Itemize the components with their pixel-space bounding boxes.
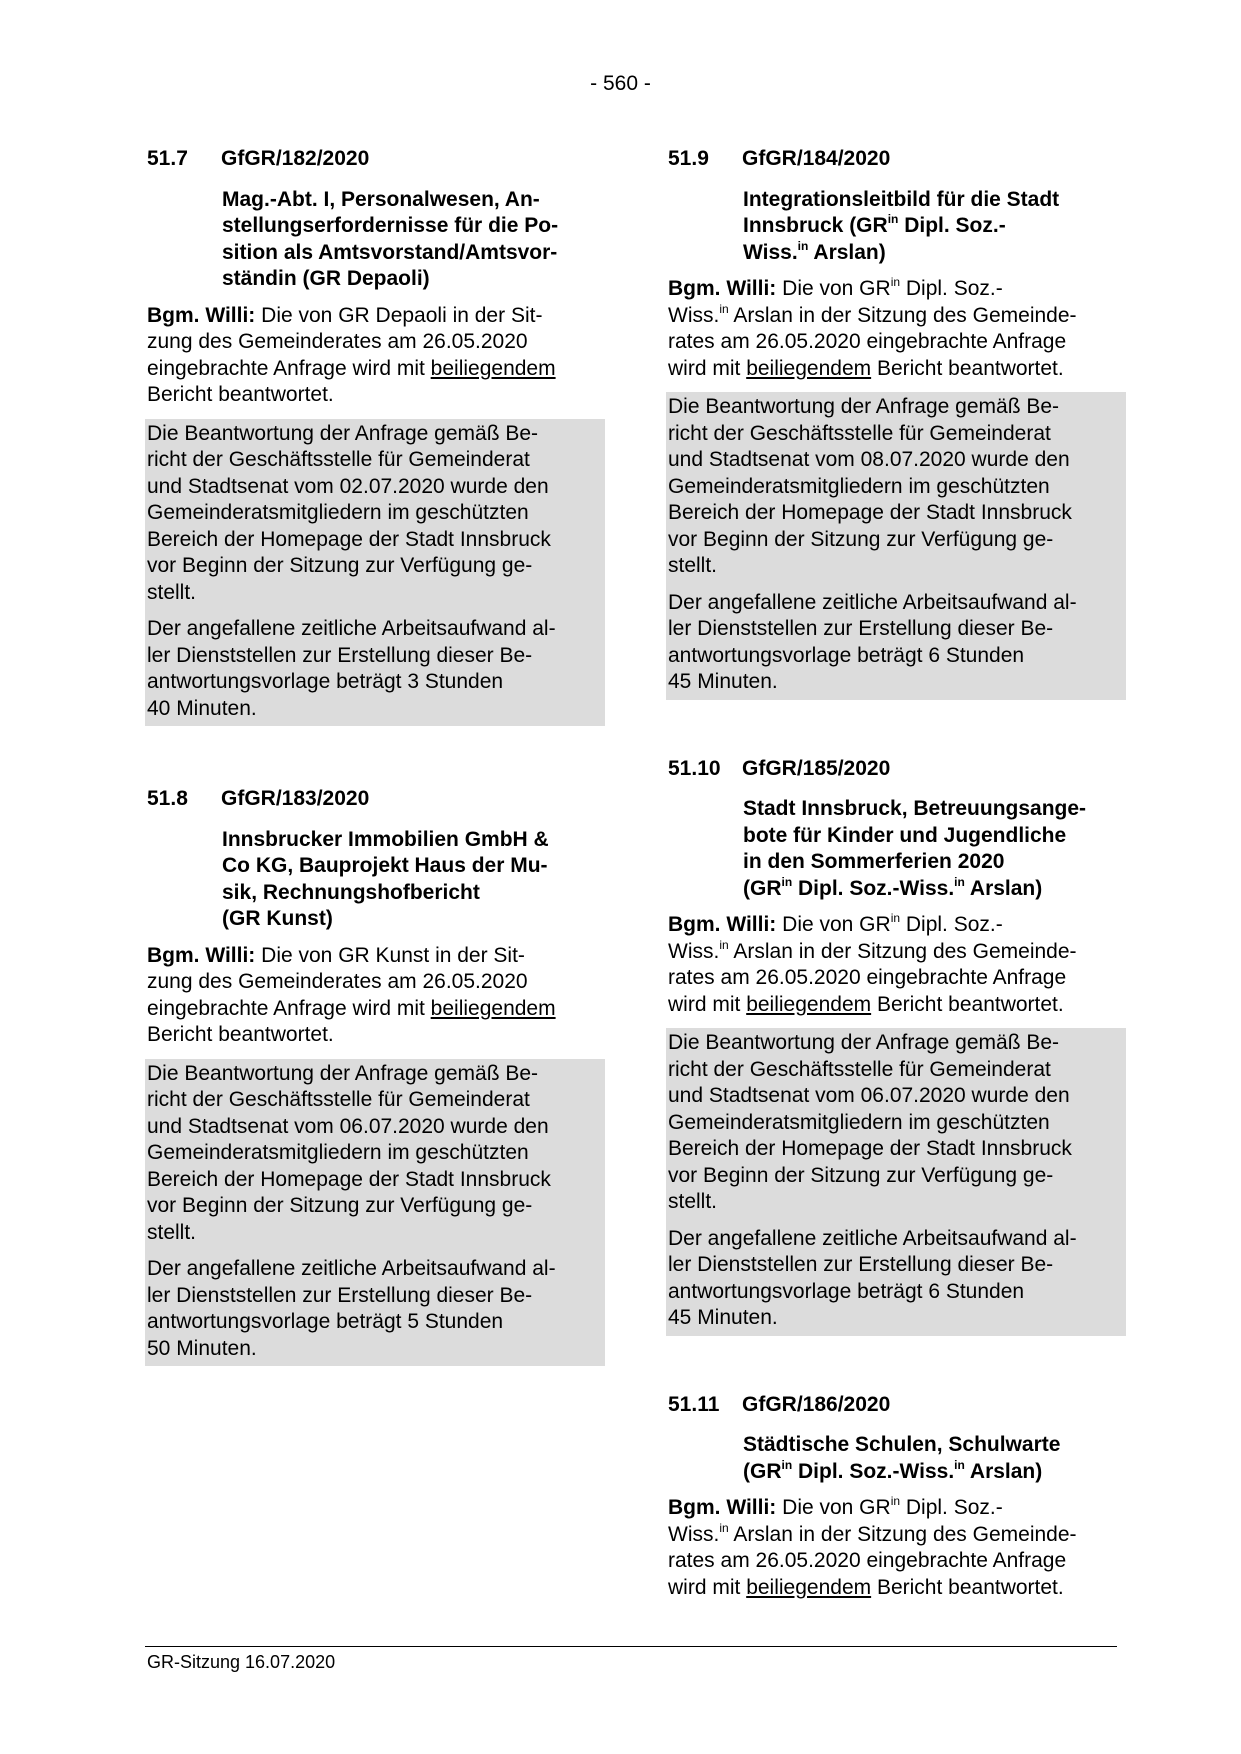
info-line: Bereich der Homepage der Stadt Innsbruck [147, 527, 551, 551]
body-line [147, 303, 605, 330]
body-line [668, 1495, 1126, 1522]
body-text: eingebrachte Anfrage wird mit [147, 356, 425, 380]
right-column [666, 146, 1126, 1611]
body-text: wird mit [668, 1575, 741, 1599]
body-text: Bericht beantwortet. [871, 356, 1064, 380]
footer-text: GR-Sitzung 16.07.2020 [147, 1652, 336, 1672]
body-line [668, 1522, 1126, 1549]
info-line: und Stadtsenat vom 02.07.2020 wurde den [147, 474, 549, 498]
effort-paragraph [668, 1226, 1122, 1332]
underlined-word: beiliegendem [746, 356, 872, 380]
title-line: Stadt Innsbruck, Betreuungsange- [743, 797, 1087, 820]
info-line: Bereich der Homepage der Stadt Innsbruck [668, 501, 1072, 524]
item-number: 51.9 [668, 147, 709, 170]
body-text: Wiss. [668, 939, 720, 963]
effort-line: Der angefallene zeitliche Arbeitsaufwand al- [668, 1226, 1077, 1250]
agenda-item-51-9 [666, 146, 1126, 700]
superscript: in [797, 238, 809, 253]
item-reference: GfGR/185/2020 [742, 756, 891, 780]
body-line: zung des Gemeinderates am 26.05.2020 [147, 330, 528, 353]
superscript: in [890, 275, 901, 289]
item-reference: GfGR/184/2020 [742, 147, 891, 170]
superscript: in [890, 911, 901, 925]
info-box [666, 1028, 1126, 1336]
effort-paragraph [668, 590, 1122, 696]
title-text: Arslan) [964, 1459, 1043, 1483]
item-heading [668, 1392, 1126, 1419]
answer-paragraph [668, 276, 1126, 382]
body-line [147, 356, 605, 383]
item-heading [147, 146, 605, 173]
title-line: Co KG, Bauprojekt Haus der Mu- [222, 854, 548, 877]
left-column [145, 146, 605, 1366]
title-line: stellungserfordernisse für die Po- [222, 214, 559, 237]
title-text: Wiss. [743, 240, 798, 264]
info-line: und Stadtsenat vom 08.07.2020 wurde den [668, 448, 1070, 471]
title-text: (GR [743, 1459, 782, 1483]
effort-line: antwortungsvorlage beträgt 3 Stunden [147, 670, 504, 693]
underlined-word: beiliegendem [430, 356, 556, 380]
info-line: vor Beginn der Sitzung zur Verfügung ge- [147, 554, 533, 577]
superscript: in [719, 301, 729, 316]
info-line: stellt. [668, 554, 718, 577]
body-text: eingebrachte Anfrage wird mit [147, 996, 425, 1020]
body-text: Wiss. [668, 1522, 720, 1546]
info-line: stellt. [668, 1190, 718, 1213]
effort-line: Der angefallene zeitliche Arbeitsaufwand al- [147, 617, 556, 640]
info-line: stellt. [147, 580, 197, 604]
body-line: Bericht beantwortet. [147, 383, 334, 406]
speaker-label: Bgm. Willi: [668, 1496, 777, 1519]
answer-paragraph [668, 1495, 1126, 1601]
info-line: Die Beantwortung der Anfrage gemäß Be- [147, 1061, 539, 1085]
effort-line: 50 Minuten. [147, 1336, 257, 1360]
body-text: Dipl. Soz.- [900, 277, 1003, 300]
superscript: in [719, 937, 729, 952]
info-line: Bereich der Homepage der Stadt Innsbruck [147, 1167, 551, 1191]
body-text: Die von GR [776, 1496, 891, 1519]
underlined-word: beiliegendem [430, 996, 556, 1020]
item-reference: GfGR/186/2020 [742, 1392, 891, 1416]
title-line: sition als Amtsvorstand/Amtsvor- [222, 240, 558, 264]
superscript: in [887, 212, 899, 226]
body-line: zung des Gemeinderates am 26.05.2020 [147, 970, 528, 993]
agenda-item-51-11 [666, 1392, 1126, 1602]
info-line: Gemeinderatsmitgliedern im geschützten [668, 1110, 1050, 1134]
agenda-item-51-10 [666, 756, 1126, 1336]
title-line: in den Sommerferien 2020 [743, 850, 1005, 873]
body-line [668, 1575, 1126, 1602]
page-number: - 560 - [590, 72, 651, 95]
title-text: Dipl. Soz.-Wiss. [792, 876, 955, 900]
info-line: und Stadtsenat vom 06.07.2020 wurde den [668, 1084, 1070, 1107]
info-line: Gemeinderatsmitgliedern im geschützten [147, 501, 529, 524]
item-number: 51.11 [668, 1392, 720, 1416]
item-reference: GfGR/183/2020 [221, 787, 370, 810]
body-text: Arslan in der Sitzung des Gemeinde- [728, 303, 1077, 327]
answer-paragraph [147, 303, 605, 409]
title-line: Innsbrucker Immobilien GmbH & [222, 827, 549, 851]
body-text: Die von GR [776, 277, 891, 300]
effort-line: Der angefallene zeitliche Arbeitsaufwand al- [668, 590, 1077, 614]
effort-line: 40 Minuten. [147, 696, 257, 720]
body-line [147, 943, 605, 970]
item-title [743, 187, 1126, 267]
effort-paragraph [147, 1256, 601, 1362]
info-line: richt der Geschäftsstelle für Gemeinderat [147, 448, 530, 471]
effort-line: ler Dienststellen zur Erstellung dieser Be- [147, 1283, 533, 1307]
title-text: (GR [743, 876, 782, 900]
title-line: Integrationsleitbild für die Stadt [743, 187, 1060, 211]
title-text: Arslan) [808, 240, 886, 264]
effort-line: Der angefallene zeitliche Arbeitsaufwand al- [147, 1257, 556, 1280]
info-paragraph [147, 421, 601, 607]
item-reference: GfGR/182/2020 [221, 147, 370, 170]
body-text: Die von GR Kunst in der Sit- [261, 943, 525, 967]
info-line: vor Beginn der Sitzung zur Verfügung ge- [668, 1163, 1054, 1187]
body-line [668, 276, 1126, 303]
info-paragraph [668, 1030, 1122, 1216]
effort-paragraph [147, 616, 601, 722]
body-line [668, 912, 1126, 939]
effort-line: antwortungsvorlage beträgt 6 Stunden [668, 643, 1025, 667]
body-text: Die von GR Depaoli in der Sit- [261, 303, 543, 327]
title-line: (GR Kunst) [222, 907, 333, 930]
info-line: Gemeinderatsmitgliedern im geschützten [668, 474, 1050, 498]
body-text: Bericht beantwortet. [871, 992, 1064, 1016]
body-line: rates am 26.05.2020 eingebrachte Anfrage [668, 330, 1067, 353]
title-line: ständin (GR Depaoli) [222, 267, 430, 290]
speaker-label: Bgm. Willi: [668, 277, 777, 300]
info-line: Bereich der Homepage der Stadt Innsbruck [668, 1137, 1072, 1160]
body-text: Bericht beantwortet. [871, 1575, 1064, 1599]
title-text: Dipl. Soz.-Wiss. [792, 1459, 955, 1483]
underlined-word: beiliegendem [746, 1575, 872, 1599]
speaker-label: Bgm. Willi: [147, 943, 256, 967]
item-title [743, 1432, 1126, 1485]
body-text: Arslan in der Sitzung des Gemeinde- [728, 939, 1077, 963]
footer-rule [145, 1646, 1117, 1647]
info-line: und Stadtsenat vom 06.07.2020 wurde den [147, 1114, 549, 1138]
title-line: bote für Kinder und Jugendliche [743, 823, 1067, 847]
info-line: stellt. [147, 1220, 197, 1244]
body-text: Arslan in der Sitzung des Gemeinde- [728, 1522, 1077, 1546]
info-line: vor Beginn der Sitzung zur Verfügung ge- [147, 1194, 533, 1217]
body-text: wird mit [668, 356, 741, 380]
info-line: Die Beantwortung der Anfrage gemäß Be- [668, 1031, 1060, 1054]
title-line: Städtische Schulen, Schulwarte [743, 1433, 1061, 1456]
effort-line: ler Dienststellen zur Erstellung dieser Be- [147, 643, 533, 667]
info-box [145, 419, 605, 727]
title-line: sik, Rechnungshofbericht [222, 880, 480, 904]
info-paragraph [147, 1061, 601, 1247]
superscript: in [954, 1457, 965, 1472]
agenda-item-51-8 [145, 786, 605, 1366]
item-heading [668, 146, 1126, 173]
body-line: rates am 26.05.2020 eingebrachte Anfrage [668, 1549, 1067, 1572]
item-title [222, 827, 605, 933]
item-title [743, 796, 1126, 902]
speaker-label: Bgm. Willi: [147, 303, 256, 327]
item-heading [147, 786, 605, 813]
effort-line: 45 Minuten. [668, 1306, 778, 1329]
body-text: Dipl. Soz.- [900, 1496, 1003, 1519]
body-line [668, 356, 1126, 383]
info-box [666, 392, 1126, 700]
body-line [668, 939, 1126, 966]
body-line: rates am 26.05.2020 eingebrachte Anfrage [668, 966, 1067, 989]
body-text: Dipl. Soz.- [900, 913, 1003, 936]
effort-line: ler Dienststellen zur Erstellung dieser Be- [668, 1253, 1054, 1276]
item-number: 51.10 [668, 756, 721, 780]
body-line: Bericht beantwortet. [147, 1023, 334, 1046]
superscript: in [781, 1457, 793, 1472]
item-number: 51.7 [147, 147, 188, 170]
title-text: Arslan) [964, 876, 1043, 900]
speaker-label: Bgm. Willi: [668, 913, 777, 936]
info-box [145, 1059, 605, 1367]
info-line: richt der Geschäftsstelle für Gemeinderat [668, 1057, 1051, 1081]
title-text: Innsbruck (GR [743, 214, 888, 237]
item-heading [668, 756, 1126, 783]
superscript: in [954, 874, 965, 889]
effort-line: 45 Minuten. [668, 670, 778, 693]
title-line [743, 1459, 1126, 1486]
title-line [743, 240, 1126, 267]
body-text: Wiss. [668, 303, 720, 327]
answer-paragraph [147, 943, 605, 1049]
info-line: vor Beginn der Sitzung zur Verfügung ge- [668, 527, 1054, 551]
effort-line: antwortungsvorlage beträgt 5 Stunden [147, 1310, 504, 1333]
superscript: in [890, 1494, 901, 1508]
item-title [222, 187, 605, 293]
info-line: richt der Geschäftsstelle für Gemeinderat [668, 421, 1051, 445]
superscript: in [781, 874, 793, 889]
body-line [668, 303, 1126, 330]
body-line [668, 992, 1126, 1019]
body-text: wird mit [668, 992, 741, 1016]
title-text: Dipl. Soz.- [898, 214, 1006, 237]
title-line [743, 213, 1126, 240]
info-line: richt der Geschäftsstelle für Gemeinderat [147, 1088, 530, 1111]
info-line: Die Beantwortung der Anfrage gemäß Be- [147, 421, 539, 445]
underlined-word: beiliegendem [746, 992, 872, 1016]
info-line: Gemeinderatsmitgliedern im geschützten [147, 1141, 529, 1164]
title-line: Mag.-Abt. I, Personalwesen, An- [222, 187, 540, 211]
agenda-item-51-7 [145, 146, 605, 726]
item-number: 51.8 [147, 787, 188, 810]
title-line [743, 876, 1126, 903]
body-line [147, 996, 605, 1023]
answer-paragraph [668, 912, 1126, 1018]
superscript: in [719, 1520, 729, 1535]
info-paragraph [668, 394, 1122, 580]
effort-line: ler Dienststellen zur Erstellung dieser Be- [668, 617, 1054, 640]
info-line: Die Beantwortung der Anfrage gemäß Be- [668, 395, 1060, 418]
effort-line: antwortungsvorlage beträgt 6 Stunden [668, 1279, 1025, 1303]
body-text: Die von GR [776, 913, 891, 936]
